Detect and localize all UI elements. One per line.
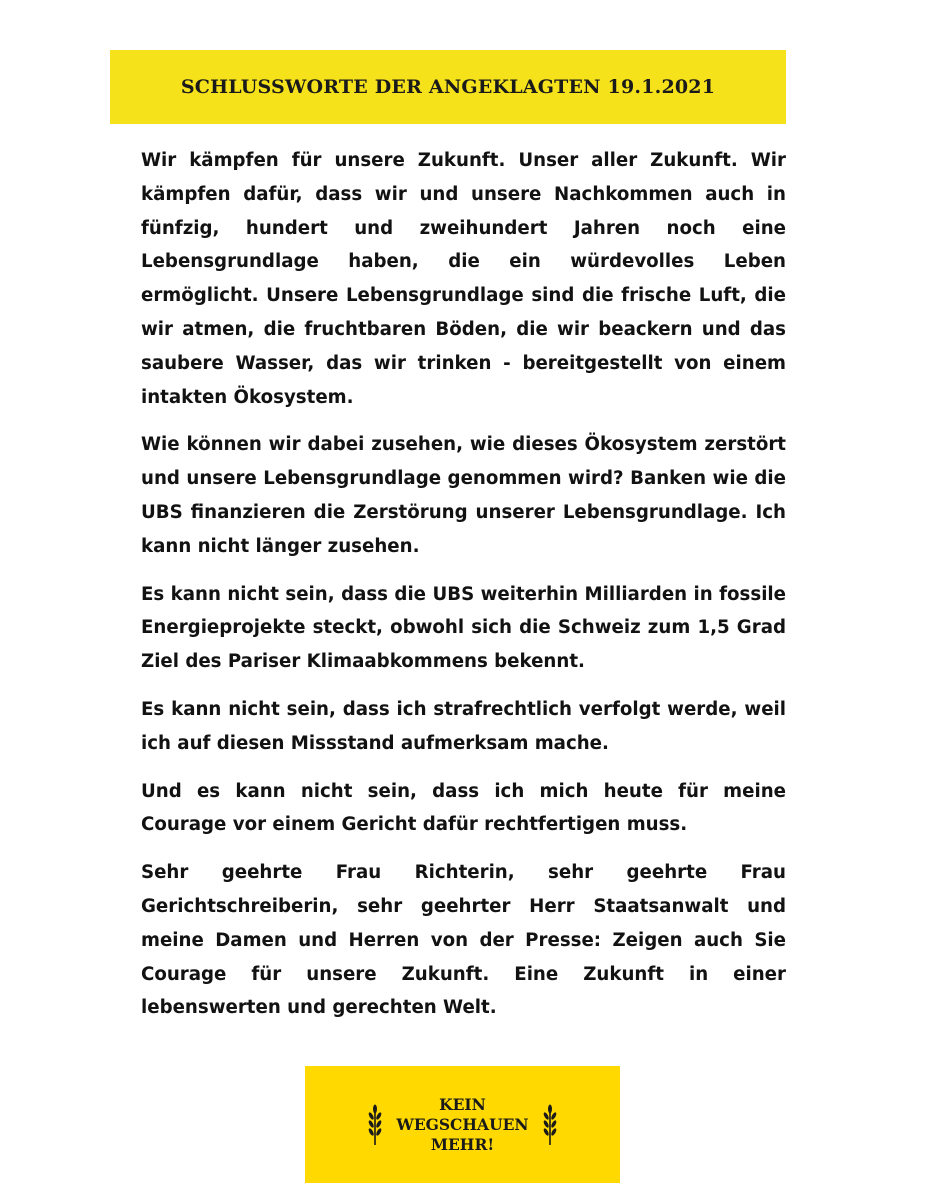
statement-body <box>141 144 786 1025</box>
paragraph-3: Es kann nicht sein, dass die UBS weiterhin Milliarden in fossile Energieprojekte steckt, obwohl sich die Schweiz zum 1,5 Grad Ziel des Pariser Klimaabkommens bekennt. <box>141 583 786 673</box>
logo-line-2: WEGSCHAUEN <box>396 1114 529 1134</box>
paragraph-2: Wie können wir dabei zusehen, wie dieses Ökosystem zerstört und unsere Lebensgrundlage genommen wird? Banken wie die UBS finanzieren die Zerstörung unserer Lebensgrundlage. Ich kann nicht länger zusehen. <box>141 434 786 557</box>
wheat-icon <box>366 1103 384 1147</box>
campaign-logo <box>305 1066 620 1183</box>
logo-line-1: KEIN <box>439 1094 486 1114</box>
paragraph-1: Wir kämpfen für unsere Zukunft. Unser aller Zukunft. Wir kämpfen dafür, dass wir und unsere Nachkommen auch in fünfzig, hundert und zweihundert Jahren noch eine Lebensgrundlage haben, die ein würdevolles Leben ermöglicht. Unsere Lebensgrundlage sind die frische Luft, die wir atmen, die fruchtbaren Böden, die wir beackern und das saubere Wasser, das wir trinken - bereitgestellt von einem intakten Ökosystem. <box>141 150 786 408</box>
paragraph-5: Und es kann nicht sein, dass ich mich heute für meine Courage vor einem Gericht dafür rechtfertigen muss. <box>141 780 786 836</box>
page-title: SCHLUSSWORTE DER ANGEKLAGTEN 19.1.2021 <box>180 76 716 98</box>
paragraph-6: Sehr geehrte Frau Richterin, sehr geehrte Frau Gerichtschreiberin, sehr geehrter Herr Staatsanwalt und meine Damen und Herren von der Presse: Zeigen auch Sie Courage für unsere Zukunft. Eine Zukunft in einer lebenswerten und gerechten Welt. <box>141 862 786 1019</box>
paragraph-4: Es kann nicht sein, dass ich strafrechtlich verfolgt werde, weil ich auf diesen Missstand aufmerksam mache. <box>141 698 786 754</box>
wheat-icon <box>541 1103 559 1147</box>
logo-line-3: MEHR! <box>430 1134 495 1154</box>
title-banner <box>110 50 786 124</box>
logo-text <box>396 1095 528 1155</box>
